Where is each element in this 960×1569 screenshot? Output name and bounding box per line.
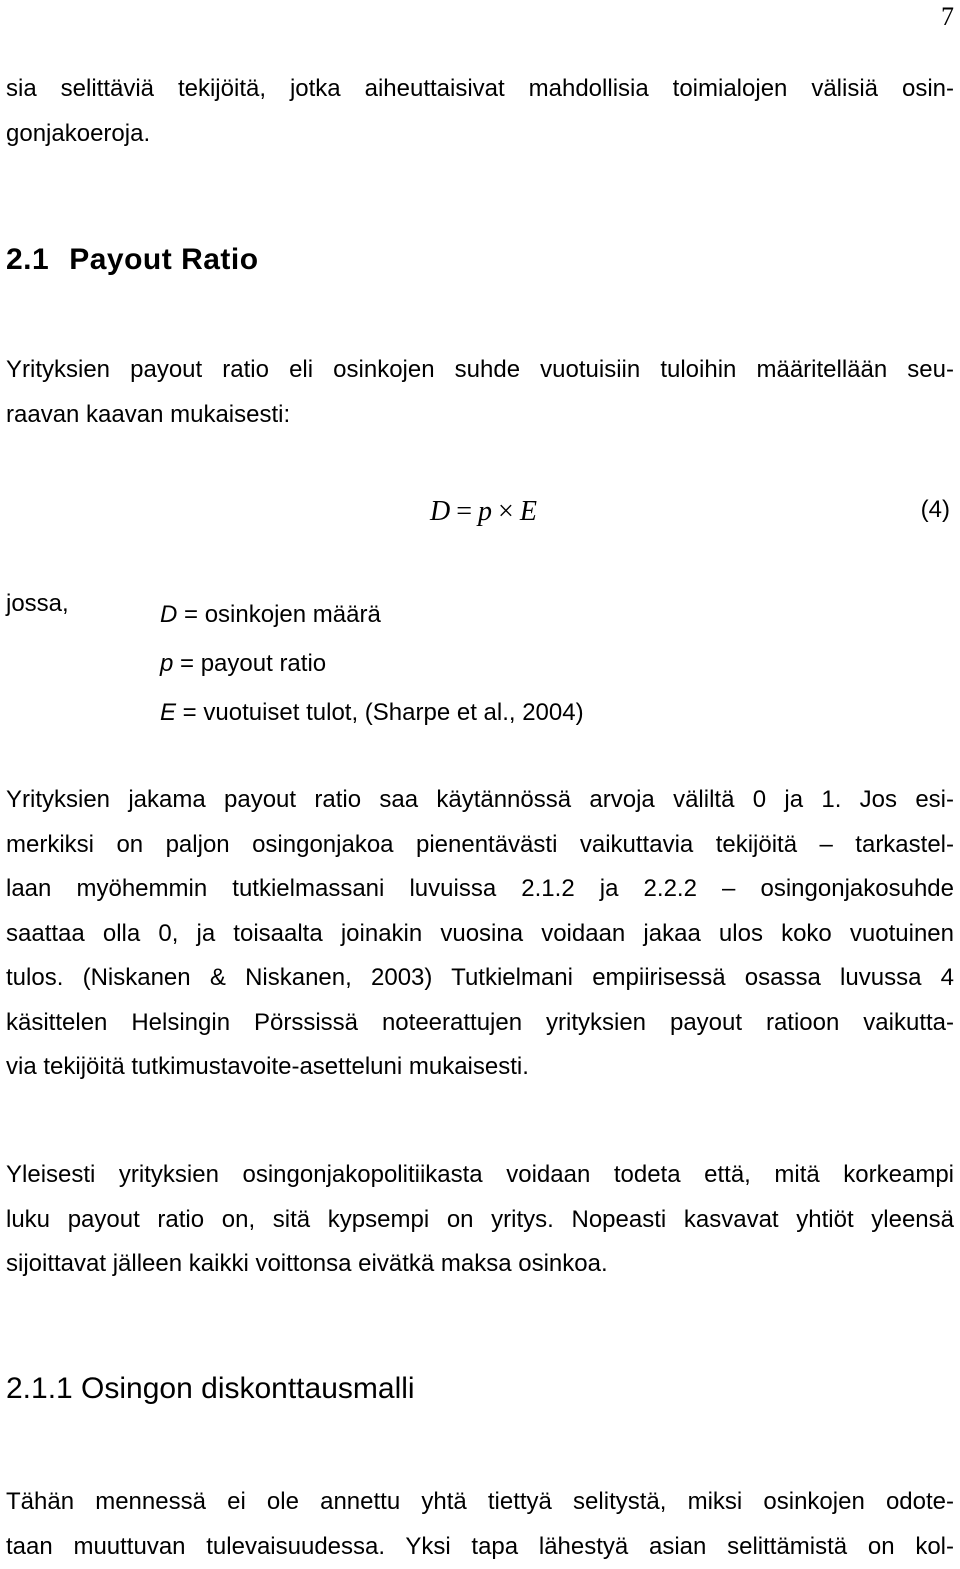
text-line: käsittelen Helsingin Pörssissä noteerattujen yrityksien payout ratioon vaikutta-: [6, 1001, 954, 1046]
definition-symbol: p: [160, 650, 173, 677]
formula-d: D: [430, 496, 450, 527]
text-line: sijoittavat jälleen kaikki voittonsa eivätkä maksa osinkoa.: [6, 1242, 954, 1287]
ddm-paragraph: [6, 1480, 954, 1569]
text-line: Tähän mennessä ei ole annettu yhtä tiettyä selitystä, miksi osinkojen odote-: [6, 1480, 954, 1525]
text-line: merkiksi on paljon osingonjakoa pienentävästi vaikuttavia tekijöitä – tarkastel-: [6, 823, 954, 868]
section-heading-2-1-1: 2.1.1 Osingon diskonttausmalli: [6, 1372, 415, 1406]
text-line: Yrityksien jakama payout ratio saa käytännössä arvoja väliltä 0 ja 1. Jos esi-: [6, 778, 954, 823]
formula-number: (4): [921, 496, 950, 524]
formula-e: E: [520, 496, 537, 527]
text-line: luku payout ratio on, sitä kypsempi on yritys. Nopeasti kasvavat yhtiöt yleensä: [6, 1198, 954, 1243]
text-line: taan muuttuvan tulevaisuudessa. Yksi tapa lähestyä asian selittämistä on kol-: [6, 1525, 954, 1569]
text-line: laan myöhemmin tutkielmassani luvuissa 2.1.2 ja 2.2.2 – osingonjakosuhde: [6, 867, 954, 912]
formula-times: ×: [498, 496, 514, 527]
intro-paragraph: [6, 67, 954, 156]
definition-symbol: E: [160, 699, 176, 726]
definition-text: = payout ratio: [173, 650, 326, 677]
definitions-intro: jossa,: [6, 590, 69, 618]
text-line: sia selittäviä tekijöitä, jotka aiheuttaisivat mahdollisia toimialojen välisiä osin-: [6, 67, 954, 112]
section-title: Payout Ratio: [69, 243, 258, 276]
text-line: via tekijöitä tutkimustavoite-asetteluni mukaisesti.: [6, 1045, 954, 1090]
definition-text: = vuotuiset tulot, (Sharpe et al., 2004): [176, 699, 584, 726]
formula-p: p: [478, 496, 492, 527]
definition-paragraph: [6, 348, 954, 437]
definition-symbol: D: [160, 601, 177, 628]
definitions-list: [160, 590, 584, 737]
text-line: saattaa olla 0, ja toisaalta joinakin vuosina voidaan jakaa ulos koko vuotuinen: [6, 912, 954, 957]
definition-item: [160, 688, 584, 737]
text-line: tulos. (Niskanen & Niskanen, 2003) Tutkielmani empiirisessä osassa luvussa 4: [6, 956, 954, 1001]
definition-text: = osinkojen määrä: [177, 601, 380, 628]
payout-formula: [430, 496, 537, 528]
text-line: Yrityksien payout ratio eli osinkojen suhde vuotuisiin tuloihin määritellään seu-: [6, 348, 954, 393]
text-line: raavan kaavan mukaisesti:: [6, 393, 954, 438]
policy-paragraph: [6, 1153, 954, 1287]
section-number: 2.1: [6, 243, 49, 276]
text-line: Yleisesti yrityksien osingonjakopolitiikasta voidaan todeta että, mitä korkeampi: [6, 1153, 954, 1198]
formula-equals: =: [456, 496, 472, 527]
definition-item: [160, 590, 584, 639]
section-heading-2-1: [6, 243, 259, 277]
text-line: gonjakoeroja.: [6, 112, 954, 157]
definition-item: [160, 639, 584, 688]
page-number: 7: [941, 2, 954, 32]
values-paragraph: [6, 778, 954, 1090]
